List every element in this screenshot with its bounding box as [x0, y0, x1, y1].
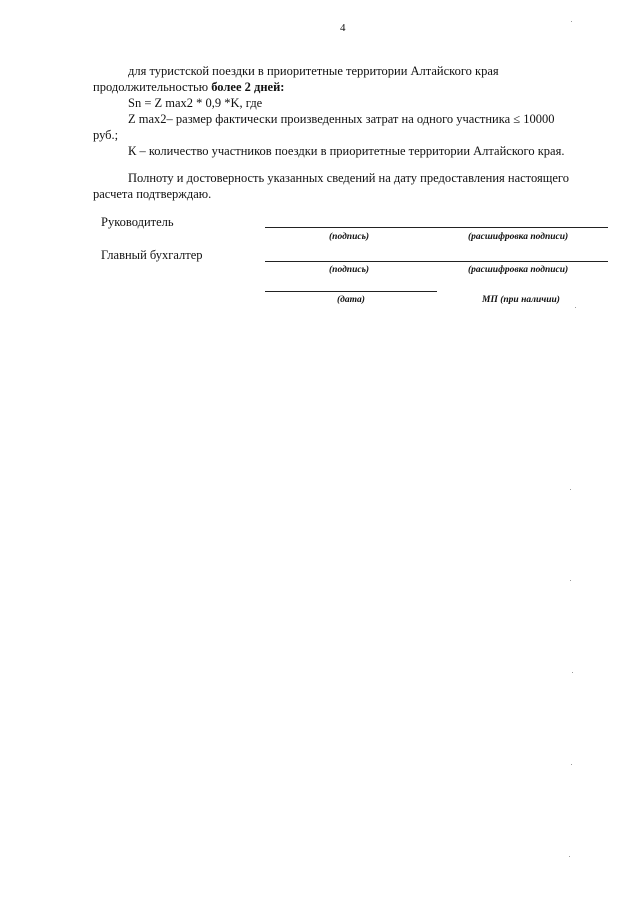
- body-line-1: для туристской поездки в приоритетные территории Алтайского края: [128, 64, 499, 78]
- body-line-2-bold: более 2 дней:: [211, 80, 285, 94]
- date-line: [265, 291, 437, 292]
- head-signature-caption: (подпись): [329, 232, 370, 242]
- formula-line: Sn = Z max2 * 0,9 *K, где: [128, 96, 263, 110]
- scan-speck: [571, 21, 572, 22]
- confirmation-line-1: Полноту и достоверность указанных сведений на дату предоставления настоящего: [128, 171, 569, 185]
- scan-speck: [575, 307, 576, 308]
- scan-speck: [570, 580, 571, 581]
- accountant-signature-caption: (подпись): [329, 265, 370, 275]
- scan-speck: [569, 856, 570, 857]
- scan-speck: [570, 489, 571, 490]
- body-line-2: [93, 79, 284, 95]
- definition-z-line-1: Z max2– размер фактически произведенных затрат на одного участника ≤ 10000: [128, 112, 555, 126]
- body-line-2-text: продолжительностью: [93, 80, 212, 94]
- accountant-signature-line: [265, 261, 608, 262]
- scan-speck: [571, 764, 572, 765]
- page-number: 4: [340, 22, 346, 34]
- definition-z-line-2: руб.;: [93, 128, 119, 142]
- head-decoding-caption: (расшифровка подписи): [468, 232, 569, 242]
- scan-speck: [572, 672, 573, 673]
- definition-k-line: К – количество участников поездки в приоритетные территории Алтайского края.: [128, 144, 565, 158]
- date-caption: (дата): [337, 295, 365, 305]
- stamp-caption: МП (при наличии): [482, 295, 560, 305]
- accountant-label: Главный бухгалтер: [101, 248, 203, 262]
- confirmation-line-2: расчета подтверждаю.: [93, 187, 212, 201]
- head-signature-line: [265, 227, 608, 228]
- accountant-decoding-caption: (расшифровка подписи): [468, 265, 569, 275]
- head-label: Руководитель: [101, 215, 174, 229]
